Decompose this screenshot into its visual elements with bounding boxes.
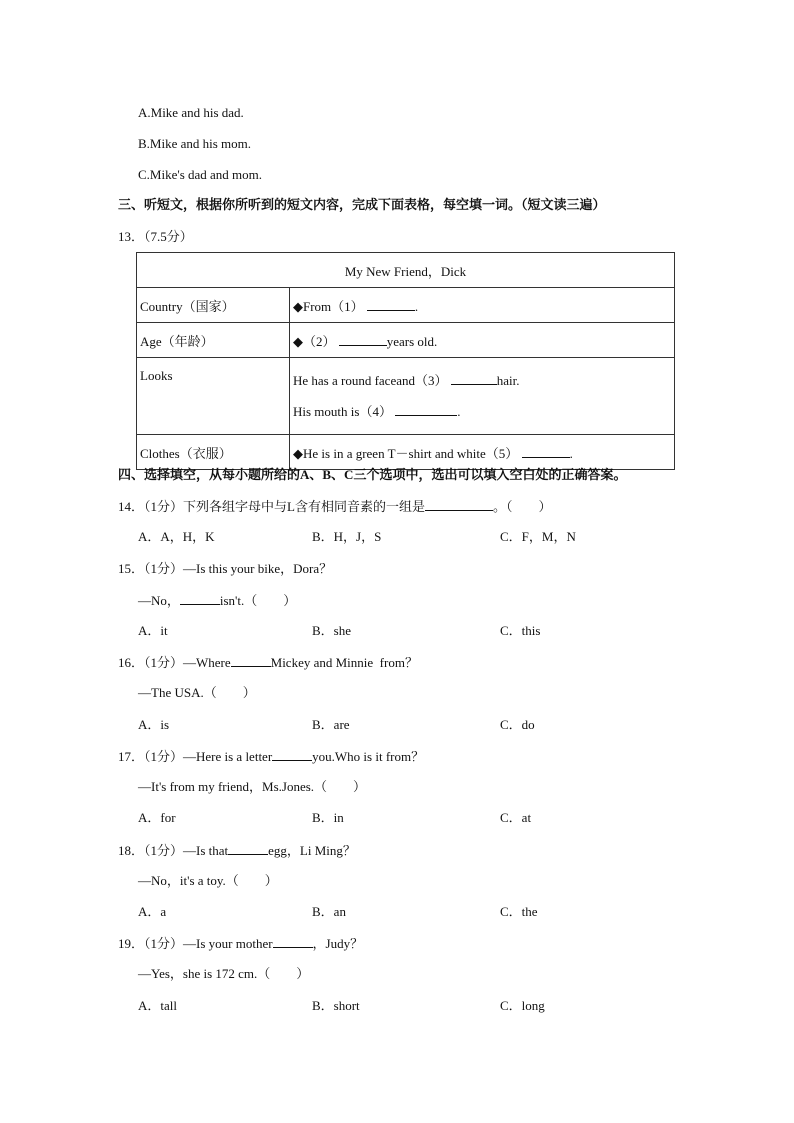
blank-1[interactable] <box>367 298 415 311</box>
option-c-prev: C.Mike's dad and mom. <box>138 167 263 182</box>
age-label: Age（年龄） <box>137 323 290 358</box>
my-new-friend-table <box>136 252 675 470</box>
question-13-label: 13．（7.5分） <box>118 229 193 244</box>
q16-option-c[interactable]: C．do <box>500 717 535 732</box>
q14-option-a[interactable]: A．A，H，K <box>138 529 215 544</box>
option-b-prev: B.Mike and his mom. <box>138 136 252 151</box>
q19-option-a[interactable]: A．tall <box>138 998 177 1013</box>
q17-stem-post: you.Who is it from？ <box>312 749 425 764</box>
blank-5[interactable] <box>522 445 570 458</box>
q18-option-c[interactable]: C．the <box>500 904 538 919</box>
question-18-reply: —No，it's a toy.（ ） <box>138 873 278 888</box>
age-cell <box>290 323 675 358</box>
clothes-text: ◆He is in a green T－shirt and white（5） <box>293 445 519 461</box>
q17-option-c[interactable]: C．at <box>500 810 532 825</box>
blank-3[interactable] <box>451 372 497 385</box>
question-16-reply: —The USA.（ ） <box>138 685 256 700</box>
q16-option-a[interactable]: A．is <box>138 717 170 732</box>
blank-4[interactable] <box>395 403 457 416</box>
q16-stem-pre: 16．（1分）—Where <box>118 655 231 670</box>
q17-option-b[interactable]: B．in <box>312 810 344 825</box>
q16-stem-post: Mickey and Minnie from？ <box>270 655 418 670</box>
question-17-reply: —It's from my friend，Ms.Jones.（ ） <box>138 779 367 794</box>
option-a-prev: A.Mike and his dad. <box>138 105 244 120</box>
looks-line2-pre: His mouth is（4） <box>293 404 392 419</box>
q16-option-b[interactable]: B．are <box>312 717 350 732</box>
q19-option-b[interactable]: B．short <box>312 998 360 1013</box>
age-text-post: years old. <box>386 333 438 349</box>
q18-stem-pre: 18．（1分）—Is that <box>118 843 229 858</box>
q16-blank[interactable] <box>231 654 271 667</box>
looks-line1-post: hair. <box>496 373 520 388</box>
q17-stem-pre: 17．（1分）—Here is a letter <box>118 749 273 764</box>
table-title: My New Friend，Dick <box>137 253 675 288</box>
looks-label: Looks <box>137 358 290 435</box>
q17-option-a[interactable]: A．for <box>138 810 176 825</box>
section-3-heading: 三、听短文，根据你所听到的短文内容，完成下面表格，每空填一词。（短文读三遍） <box>118 197 606 212</box>
q14-option-b[interactable]: B．H，J，S <box>312 529 382 544</box>
country-text: ◆From（1） <box>293 298 364 314</box>
q14-stem-text: 14．（1分）下列各组字母中与L含有相同音素的一组是 <box>118 499 425 514</box>
country-label: Country（国家） <box>137 288 290 323</box>
q19-stem-pre: 19．（1分）—Is your mother <box>118 936 273 951</box>
q14-option-c[interactable]: C．F，M，N <box>500 529 576 544</box>
question-19-stem <box>118 935 363 952</box>
q15-reply-post: isn't.（ ） <box>219 593 297 608</box>
q18-blank[interactable] <box>228 842 268 855</box>
q15-blank[interactable] <box>180 592 220 605</box>
q19-option-c[interactable]: C．long <box>500 998 545 1013</box>
question-14-stem <box>118 498 551 515</box>
q19-blank[interactable] <box>273 935 313 948</box>
q18-stem-post: egg，Li Ming？ <box>268 843 356 858</box>
blank-2[interactable] <box>339 333 387 346</box>
question-15-stem: 15．（1分）—Is this your bike，Dora？ <box>118 561 333 576</box>
looks-cell: He has a round faceand（3） hair. His mouth is（4） . <box>290 358 675 435</box>
question-15-reply <box>138 592 296 609</box>
age-text-pre: ◆（2） <box>293 333 336 349</box>
question-16-stem <box>118 654 418 671</box>
looks-line1-pre: He has a round faceand（3） <box>293 373 448 388</box>
q18-option-a[interactable]: A．a <box>138 904 167 919</box>
section-4-heading: 四、选择填空，从每小题所给的A、B、C三个选项中，选出可以填入空白处的正确答案。 <box>118 467 627 482</box>
question-18-stem <box>118 842 356 859</box>
question-17-stem <box>118 748 424 765</box>
q15-reply-pre: —No， <box>138 593 180 608</box>
q19-stem-post: ，Judy？ <box>312 936 364 951</box>
q14-stem-post: 。（ ） <box>492 499 552 514</box>
q15-option-b[interactable]: B．she <box>312 623 352 638</box>
clothes-label: Clothes（衣服） <box>137 435 290 470</box>
clothes-cell: ◆He is in a green T－shirt and white（5） . <box>290 435 675 470</box>
q15-option-c[interactable]: C．this <box>500 623 541 638</box>
q15-option-a[interactable]: A．it <box>138 623 168 638</box>
q14-blank[interactable] <box>425 498 493 511</box>
question-19-reply: —Yes，she is 172 cm.（ ） <box>138 966 310 981</box>
q17-blank[interactable] <box>272 748 312 761</box>
q18-option-b[interactable]: B．an <box>312 904 346 919</box>
country-cell: ◆From（1） . <box>290 288 675 323</box>
